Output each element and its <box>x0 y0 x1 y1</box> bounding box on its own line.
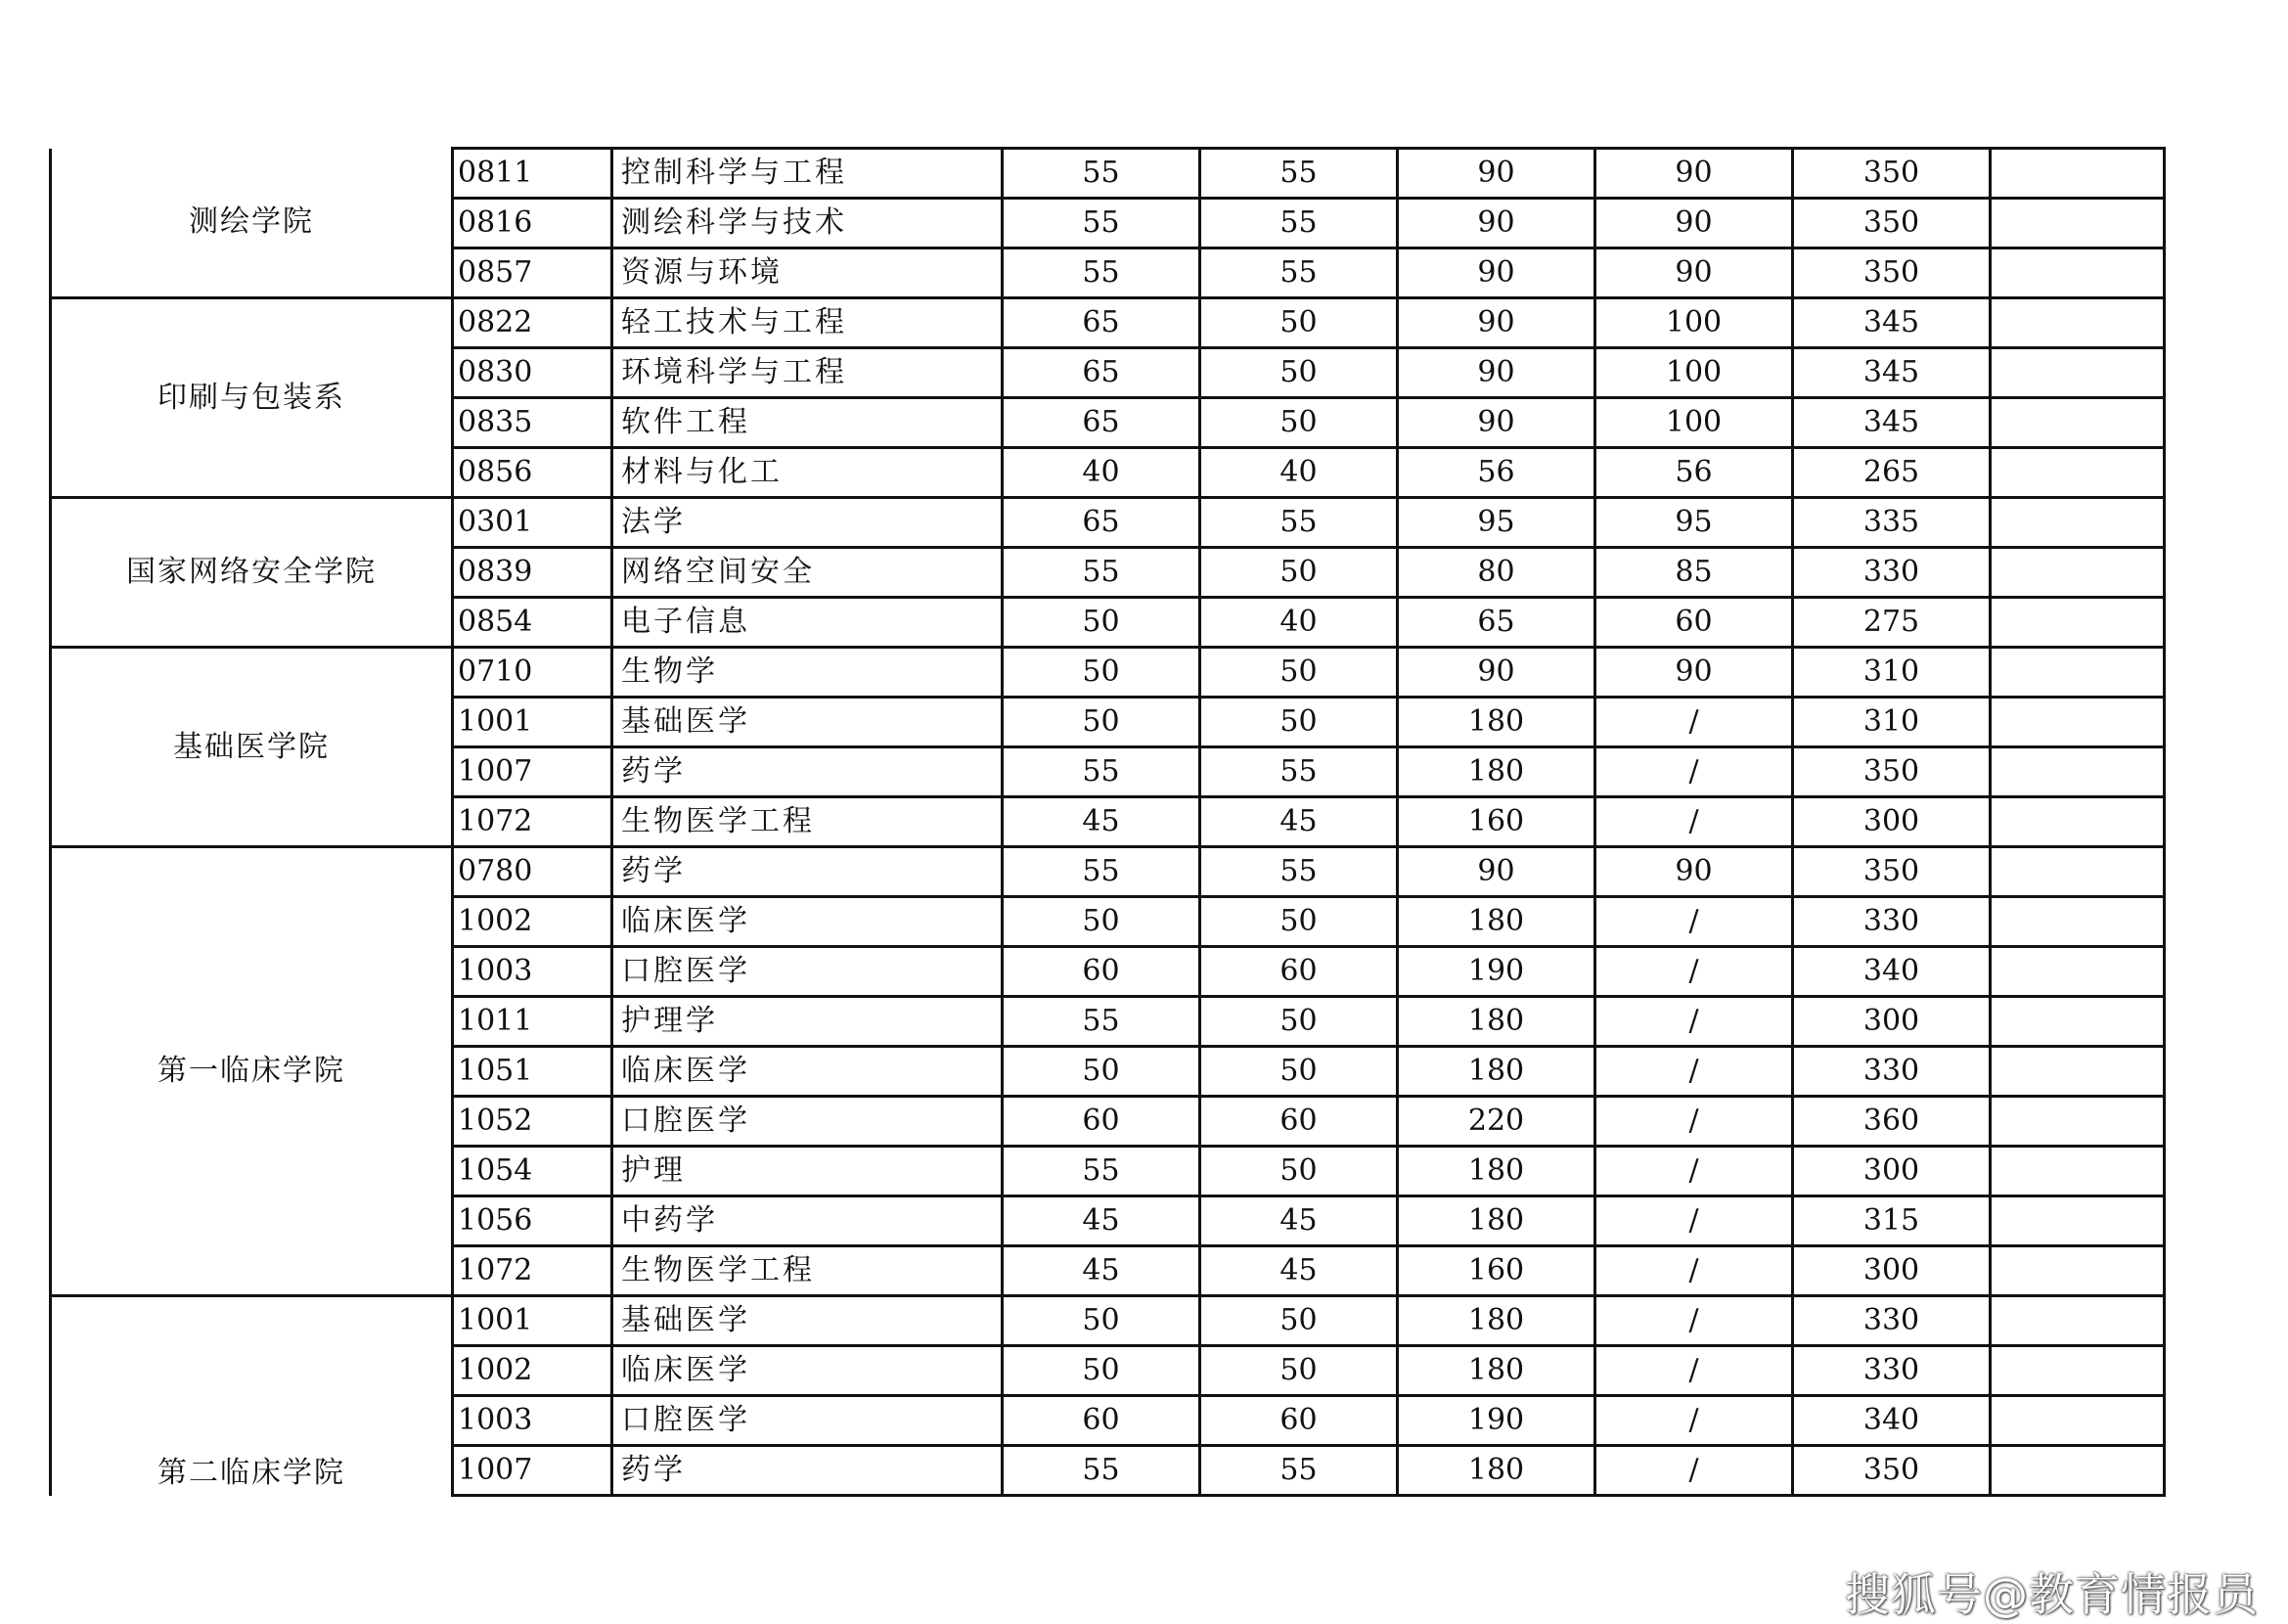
score-cell: 60 <box>1200 1097 1398 1147</box>
empty-cell <box>1991 298 2165 348</box>
major-name-cell: 口腔医学 <box>612 947 1003 997</box>
major-code-cell: 1052 <box>453 1097 612 1147</box>
major-code-cell: 0839 <box>453 548 612 598</box>
score-cell: / <box>1595 1396 1793 1446</box>
score-cell: 160 <box>1398 797 1595 847</box>
empty-cell <box>1991 698 2165 747</box>
empty-cell <box>1991 747 2165 797</box>
empty-cell <box>1991 248 2165 298</box>
score-cell: 65 <box>1003 398 1200 448</box>
score-cell: 60 <box>1200 1396 1398 1446</box>
score-cell: 40 <box>1200 598 1398 648</box>
score-cell: 45 <box>1200 797 1398 847</box>
score-cell: 100 <box>1595 398 1793 448</box>
score-cell: 50 <box>1003 598 1200 648</box>
score-cell: 60 <box>1003 1097 1200 1147</box>
major-code-cell: 0710 <box>453 648 612 698</box>
score-cell: / <box>1595 1047 1793 1097</box>
score-cell: 180 <box>1398 1196 1595 1246</box>
table-row <box>51 498 2165 548</box>
score-cell: 50 <box>1003 1296 1200 1346</box>
major-name-cell: 护理学 <box>612 997 1003 1047</box>
total-score-cell: 345 <box>1793 398 1991 448</box>
total-score-cell: 350 <box>1793 149 1991 199</box>
total-score-cell: 335 <box>1793 498 1991 548</box>
major-code-cell: 1003 <box>453 1396 612 1446</box>
score-cell: 55 <box>1003 1147 1200 1196</box>
score-cell: 50 <box>1200 1047 1398 1097</box>
score-cell: 45 <box>1200 1246 1398 1296</box>
total-score-cell: 345 <box>1793 298 1991 348</box>
total-score-cell: 350 <box>1793 747 1991 797</box>
score-cell: 180 <box>1398 1296 1595 1346</box>
score-cell: 50 <box>1200 698 1398 747</box>
major-name-cell: 环境科学与工程 <box>612 348 1003 398</box>
major-code-cell: 1054 <box>453 1147 612 1196</box>
watermark: 搜狐号@教育情报员 <box>1845 1568 2259 1621</box>
empty-cell <box>1991 1097 2165 1147</box>
major-name-cell: 资源与环境 <box>612 248 1003 298</box>
empty-cell <box>1991 897 2165 947</box>
major-name-cell: 口腔医学 <box>612 1097 1003 1147</box>
score-cell: 90 <box>1595 648 1793 698</box>
empty-cell <box>1991 1396 2165 1446</box>
major-code-cell: 1051 <box>453 1047 612 1097</box>
score-cell: 95 <box>1398 498 1595 548</box>
score-cell: 50 <box>1200 1346 1398 1396</box>
department-cell: 第一临床学院 <box>51 847 453 1296</box>
empty-cell <box>1991 548 2165 598</box>
score-cell: 100 <box>1595 298 1793 348</box>
score-cell: 190 <box>1398 1396 1595 1446</box>
empty-cell <box>1991 1196 2165 1246</box>
total-score-cell: 350 <box>1793 847 1991 897</box>
major-code-cell: 1003 <box>453 947 612 997</box>
score-cell: / <box>1595 1446 1793 1496</box>
department-cell: 国家网络安全学院 <box>51 498 453 648</box>
score-cell: 90 <box>1398 348 1595 398</box>
score-cell: 90 <box>1398 298 1595 348</box>
major-code-cell: 1001 <box>453 698 612 747</box>
major-code-cell: 0830 <box>453 348 612 398</box>
score-cell: 50 <box>1200 348 1398 398</box>
score-cell: 180 <box>1398 1346 1595 1396</box>
score-cell: 55 <box>1003 548 1200 598</box>
score-cell: / <box>1595 1296 1793 1346</box>
empty-cell <box>1991 348 2165 398</box>
score-cell: 50 <box>1003 698 1200 747</box>
score-cell: 180 <box>1398 997 1595 1047</box>
major-name-cell: 基础医学 <box>612 1296 1003 1346</box>
score-cell: 90 <box>1595 847 1793 897</box>
table-row <box>51 1296 2165 1346</box>
score-cell: 55 <box>1200 747 1398 797</box>
score-cell: 95 <box>1595 498 1793 548</box>
total-score-cell: 330 <box>1793 548 1991 598</box>
score-cell: 56 <box>1595 448 1793 498</box>
score-cell: 60 <box>1595 598 1793 648</box>
total-score-cell: 310 <box>1793 698 1991 747</box>
score-cell: 45 <box>1200 1196 1398 1246</box>
score-cell: 55 <box>1003 847 1200 897</box>
major-code-cell: 0854 <box>453 598 612 648</box>
total-score-cell: 330 <box>1793 897 1991 947</box>
score-cell: 60 <box>1003 1396 1200 1446</box>
empty-cell <box>1991 598 2165 648</box>
score-cell: 55 <box>1200 149 1398 199</box>
score-cell: 180 <box>1398 1047 1595 1097</box>
major-code-cell: 0857 <box>453 248 612 298</box>
score-cell: 80 <box>1398 548 1595 598</box>
total-score-cell: 340 <box>1793 1396 1991 1446</box>
major-code-cell: 0822 <box>453 298 612 348</box>
score-cell: 55 <box>1200 498 1398 548</box>
score-cell: 40 <box>1003 448 1200 498</box>
score-cell: 220 <box>1398 1097 1595 1147</box>
score-cell: 55 <box>1003 248 1200 298</box>
empty-cell <box>1991 648 2165 698</box>
score-cell: / <box>1595 897 1793 947</box>
major-name-cell: 生物医学工程 <box>612 797 1003 847</box>
major-name-cell: 电子信息 <box>612 598 1003 648</box>
major-name-cell: 测绘科学与技术 <box>612 199 1003 248</box>
score-cell: 45 <box>1003 1196 1200 1246</box>
total-score-cell: 345 <box>1793 348 1991 398</box>
total-score-cell: 330 <box>1793 1346 1991 1396</box>
score-cell: / <box>1595 797 1793 847</box>
score-cell: 45 <box>1003 1246 1200 1296</box>
total-score-cell: 310 <box>1793 648 1991 698</box>
total-score-cell: 330 <box>1793 1047 1991 1097</box>
total-score-cell: 340 <box>1793 947 1991 997</box>
major-name-cell: 护理 <box>612 1147 1003 1196</box>
score-cell: / <box>1595 1196 1793 1246</box>
score-cell: 55 <box>1003 747 1200 797</box>
score-cell: 55 <box>1200 847 1398 897</box>
major-code-cell: 1002 <box>453 1346 612 1396</box>
major-code-cell: 0301 <box>453 498 612 548</box>
department-cell: 第二临床学院 <box>51 1296 453 1496</box>
score-cell: 45 <box>1003 797 1200 847</box>
total-score-cell: 300 <box>1793 1147 1991 1196</box>
table-row <box>51 648 2165 698</box>
empty-cell <box>1991 847 2165 897</box>
major-name-cell: 控制科学与工程 <box>612 149 1003 199</box>
empty-cell <box>1991 1047 2165 1097</box>
major-name-cell: 口腔医学 <box>612 1396 1003 1446</box>
score-cell: 90 <box>1595 248 1793 298</box>
score-cell: 50 <box>1003 1047 1200 1097</box>
score-cell: 55 <box>1003 1446 1200 1496</box>
score-cell: 55 <box>1003 997 1200 1047</box>
empty-cell <box>1991 498 2165 548</box>
score-cell: 180 <box>1398 1446 1595 1496</box>
empty-cell <box>1991 398 2165 448</box>
score-cell: 180 <box>1398 1147 1595 1196</box>
empty-cell <box>1991 997 2165 1047</box>
major-code-cell: 1002 <box>453 897 612 947</box>
major-name-cell: 中药学 <box>612 1196 1003 1246</box>
total-score-cell: 350 <box>1793 199 1991 248</box>
score-cell: 90 <box>1398 648 1595 698</box>
score-cell: / <box>1595 947 1793 997</box>
total-score-cell: 300 <box>1793 1246 1991 1296</box>
empty-cell <box>1991 1296 2165 1346</box>
score-cell: 85 <box>1595 548 1793 598</box>
score-cell: 40 <box>1200 448 1398 498</box>
major-code-cell: 1001 <box>453 1296 612 1346</box>
score-cell: 55 <box>1200 248 1398 298</box>
total-score-cell: 300 <box>1793 797 1991 847</box>
major-name-cell: 药学 <box>612 847 1003 897</box>
score-cell: 50 <box>1200 1147 1398 1196</box>
score-cell: / <box>1595 1097 1793 1147</box>
empty-cell <box>1991 1346 2165 1396</box>
score-cell: 50 <box>1003 897 1200 947</box>
score-cell: 65 <box>1003 298 1200 348</box>
major-name-cell: 轻工技术与工程 <box>612 298 1003 348</box>
major-code-cell: 1056 <box>453 1196 612 1246</box>
score-cell: 56 <box>1398 448 1595 498</box>
score-cell: 55 <box>1200 199 1398 248</box>
score-cell: 65 <box>1003 348 1200 398</box>
empty-cell <box>1991 1147 2165 1196</box>
total-score-cell: 275 <box>1793 598 1991 648</box>
score-line-table <box>49 147 2166 1497</box>
table-row <box>51 149 2165 199</box>
major-name-cell: 材料与化工 <box>612 448 1003 498</box>
score-cell: 90 <box>1595 199 1793 248</box>
score-cell: 90 <box>1398 199 1595 248</box>
score-cell: 60 <box>1003 947 1200 997</box>
major-name-cell: 基础医学 <box>612 698 1003 747</box>
major-name-cell: 网络空间安全 <box>612 548 1003 598</box>
major-code-cell: 1072 <box>453 1246 612 1296</box>
major-name-cell: 生物学 <box>612 648 1003 698</box>
major-code-cell: 0811 <box>453 149 612 199</box>
score-cell: 50 <box>1003 648 1200 698</box>
score-cell: 50 <box>1003 1346 1200 1396</box>
total-score-cell: 315 <box>1793 1196 1991 1246</box>
score-cell: 65 <box>1398 598 1595 648</box>
score-cell: 60 <box>1200 947 1398 997</box>
major-name-cell: 药学 <box>612 1446 1003 1496</box>
score-cell: 90 <box>1398 847 1595 897</box>
empty-cell <box>1991 448 2165 498</box>
major-code-cell: 0835 <box>453 398 612 448</box>
score-cell: 50 <box>1200 897 1398 947</box>
score-cell: / <box>1595 997 1793 1047</box>
major-code-cell: 0780 <box>453 847 612 897</box>
major-code-cell: 1007 <box>453 1446 612 1496</box>
score-cell: 180 <box>1398 698 1595 747</box>
major-name-cell: 临床医学 <box>612 1047 1003 1097</box>
table-row <box>51 298 2165 348</box>
major-name-cell: 生物医学工程 <box>612 1246 1003 1296</box>
major-code-cell: 1011 <box>453 997 612 1047</box>
score-cell: 55 <box>1200 1446 1398 1496</box>
score-cell: 55 <box>1003 199 1200 248</box>
score-cell: 50 <box>1200 398 1398 448</box>
total-score-cell: 330 <box>1793 1296 1991 1346</box>
empty-cell <box>1991 797 2165 847</box>
major-name-cell: 临床医学 <box>612 1346 1003 1396</box>
score-cell: 90 <box>1595 149 1793 199</box>
table-body <box>51 149 2165 1496</box>
total-score-cell: 265 <box>1793 448 1991 498</box>
empty-cell <box>1991 1446 2165 1496</box>
score-cell: 50 <box>1200 1296 1398 1346</box>
score-cell: / <box>1595 1246 1793 1296</box>
empty-cell <box>1991 149 2165 199</box>
score-cell: 55 <box>1003 149 1200 199</box>
score-cell: 90 <box>1398 149 1595 199</box>
empty-cell <box>1991 947 2165 997</box>
major-name-cell: 药学 <box>612 747 1003 797</box>
score-cell: / <box>1595 1346 1793 1396</box>
major-name-cell: 法学 <box>612 498 1003 548</box>
department-cell: 印刷与包装系 <box>51 298 453 498</box>
total-score-cell: 350 <box>1793 248 1991 298</box>
score-cell: 50 <box>1200 548 1398 598</box>
total-score-cell: 350 <box>1793 1446 1991 1496</box>
major-name-cell: 临床医学 <box>612 897 1003 947</box>
empty-cell <box>1991 1246 2165 1296</box>
major-code-cell: 1007 <box>453 747 612 797</box>
score-cell: 180 <box>1398 747 1595 797</box>
table-row <box>51 847 2165 897</box>
score-cell: 100 <box>1595 348 1793 398</box>
score-cell: 160 <box>1398 1246 1595 1296</box>
department-cell: 测绘学院 <box>51 149 453 298</box>
major-code-cell: 1072 <box>453 797 612 847</box>
total-score-cell: 300 <box>1793 997 1991 1047</box>
major-code-cell: 0816 <box>453 199 612 248</box>
score-cell: 90 <box>1398 248 1595 298</box>
major-code-cell: 0856 <box>453 448 612 498</box>
empty-cell <box>1991 199 2165 248</box>
department-cell: 基础医学院 <box>51 648 453 847</box>
major-name-cell: 软件工程 <box>612 398 1003 448</box>
score-cell: 190 <box>1398 947 1595 997</box>
score-cell: 50 <box>1200 648 1398 698</box>
score-cell: 50 <box>1200 997 1398 1047</box>
score-cell: 50 <box>1200 298 1398 348</box>
score-cell: / <box>1595 1147 1793 1196</box>
score-cell: 180 <box>1398 897 1595 947</box>
score-cell: / <box>1595 698 1793 747</box>
total-score-cell: 360 <box>1793 1097 1991 1147</box>
score-cell: 90 <box>1398 398 1595 448</box>
score-cell: / <box>1595 747 1793 797</box>
score-cell: 65 <box>1003 498 1200 548</box>
